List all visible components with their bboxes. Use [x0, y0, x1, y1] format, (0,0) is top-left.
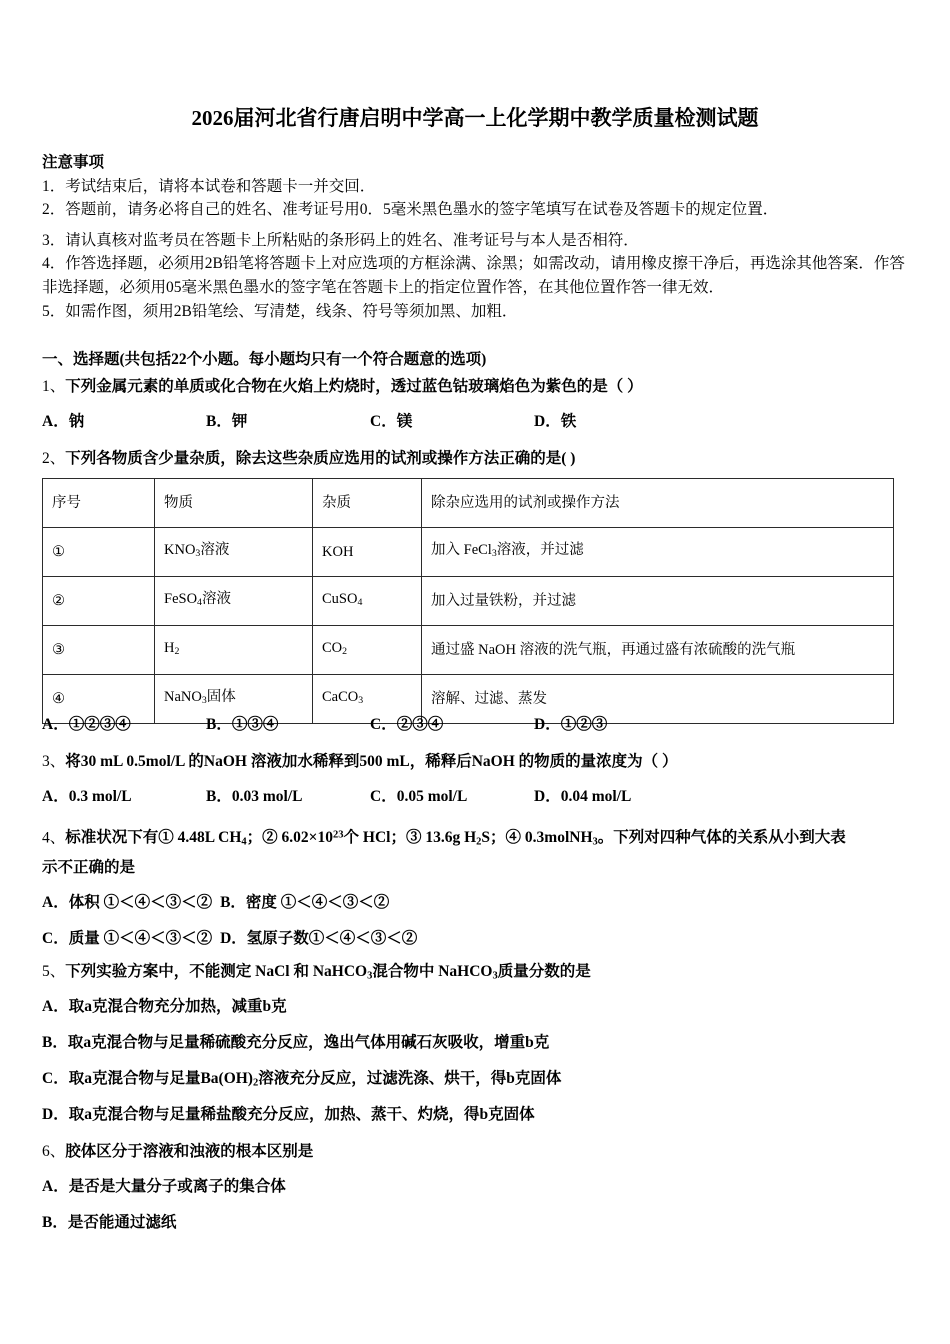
question-2-number: 2、: [42, 450, 66, 467]
question-5-option-c[interactable]: C．取a克混合物与足量$Ba(OH)_2$溶液充分反应，过滤洗涤、烘干，得b克固体: [42, 1070, 562, 1089]
question-1-stem: [42, 375, 922, 398]
question-4-stem: [42, 824, 922, 854]
question-3-option-d[interactable]: D．0.04 mol/L: [534, 788, 632, 805]
question-4-options-row-1: [42, 892, 922, 914]
question-3-stem: [42, 750, 922, 773]
cell-method: 溶解、过滤、蒸发: [422, 675, 894, 724]
cell-substance: $KNO_3$溶液: [155, 528, 313, 577]
cell-method: 加入过量铁粉，并过滤: [422, 577, 894, 626]
question-4-text-line1: 标准状况下有① 4.48L $CH_4$；② $6.02\times 10^{23}$个 HCl；③ 13.6g $H_2S$；④ 0.3molNH$_3$。下列对四种气体的关系从小到大表: [65, 829, 846, 848]
question-2-option-a[interactable]: A．①②③④: [42, 716, 131, 733]
cell-index: ①: [43, 528, 155, 577]
cell-method: 加入 FeCl$_3$溶液，并过滤: [422, 528, 894, 577]
cell-impurity: $CO_2$: [313, 626, 422, 675]
question-3-option-b[interactable]: B．0.03 mol/L: [206, 788, 303, 805]
question-4-option-b[interactable]: B．密度 ①＜④＜③＜②: [220, 894, 390, 911]
question-2-text: 下列各物质含少量杂质，除去这些杂质应选用的试剂或操作方法正确的是( ): [65, 450, 576, 467]
notice-item-4: 4．作答选择题，必须用2B铅笔将答题卡上对应选项的方框涂满、涂黑；如需改动，请用橡皮擦干净后，再选涂其他答案．作答非选择题，必须用05毫米黑色墨水的签字笔在答题卡上的指定位置作答，在其他位置作答一律无效．: [42, 255, 905, 296]
header-method: 除杂应选用的试剂或操作方法: [422, 479, 894, 528]
section-heading-choice: 一、选择题(共包括22个小题。每小题均只有一个符合题意的选项): [42, 351, 487, 368]
question-5-option-a[interactable]: A．取a克混合物充分加热，减重b克: [42, 998, 287, 1015]
table-row: [43, 626, 894, 675]
question-1-options: [42, 411, 922, 433]
question-3-text: 将30 mL 0.5mol/L 的NaOH 溶液加水稀释到500 mL，稀释后NaOH 的物质的量浓度为（ ）: [65, 753, 678, 770]
question-5-stem: [42, 960, 922, 987]
notice-item-5: 5．如需作图，须用2B铅笔绘、写清楚，线条、符号等须加黑、加粗．: [42, 303, 518, 320]
table-row: [43, 577, 894, 626]
table-header-row: [43, 479, 894, 528]
cell-substance: $H_2$: [155, 626, 313, 675]
page-title: 2026届河北省行唐启明中学高一上化学期中教学质量检测试题: [191, 106, 759, 130]
question-4-option-c[interactable]: C．质量 ①＜④＜③＜②: [42, 930, 213, 947]
question-6-text: 胶体区分于溶液和浊液的根本区别是: [65, 1143, 314, 1160]
header-impurity: 杂质: [313, 479, 422, 528]
cell-index: ④: [43, 675, 155, 724]
question-4-stem-continued: 示不正确的是: [42, 859, 136, 876]
table-body: [43, 479, 894, 724]
question-6-option-a[interactable]: A．是否是大量分子或离子的集合体: [42, 1178, 286, 1195]
question-2-option-d[interactable]: D．①②③: [534, 716, 608, 733]
question-6-stem: [42, 1140, 922, 1163]
header-index: 序号: [43, 479, 155, 528]
question-3-number: 3、: [42, 753, 66, 770]
question-4-option-d[interactable]: D．氢原子数①＜④＜③＜②: [220, 930, 418, 947]
header-substance: 物质: [155, 479, 313, 528]
question-3-option-c[interactable]: C．0.05 mol/L: [370, 788, 468, 805]
question-3-option-a[interactable]: A．0.3 mol/L: [42, 788, 132, 805]
question-6-number: 6、: [42, 1143, 66, 1160]
notice-heading: 注意事项: [42, 154, 105, 171]
question-3-options: [42, 786, 922, 808]
impurity-removal-table: [42, 478, 894, 724]
question-2-option-b[interactable]: B．①③④: [206, 716, 279, 733]
cell-impurity: CaCO$_3$: [313, 675, 422, 724]
question-2-option-c[interactable]: C．②③④: [370, 716, 444, 733]
question-1-option-c[interactable]: C．镁: [370, 413, 413, 430]
question-1-option-b[interactable]: B．钾: [206, 413, 248, 430]
cell-index: ③: [43, 626, 155, 675]
question-4-options-row-2: [42, 928, 922, 950]
table-row: [43, 528, 894, 577]
question-5-number: 5、: [42, 963, 66, 980]
notice-item-1: 1．考试结束后，请将本试卷和答题卡一并交回．: [42, 178, 376, 195]
question-5-option-b[interactable]: B．取a克混合物与足量稀硫酸充分反应，逸出气体用碱石灰吸收，增重b克: [42, 1034, 550, 1051]
cell-substance: FeSO$_4$溶液: [155, 577, 313, 626]
cell-impurity: KOH: [313, 528, 422, 577]
question-1-option-d[interactable]: D．铁: [534, 413, 577, 430]
cell-impurity: CuSO$_4$: [313, 577, 422, 626]
cell-substance: NaNO$_3$固体: [155, 675, 313, 724]
question-5-text: 下列实验方案中，不能测定 NaCl 和 NaHCO$_3$混合物中 NaHCO$_3$质量分数的是: [65, 963, 591, 982]
notice-item-3: 3．请认真核对监考员在答题卡上所粘贴的条形码上的姓名、准考证号与本人是否相符．: [42, 232, 639, 249]
question-6-option-b[interactable]: B．是否能通过滤纸: [42, 1214, 177, 1231]
cell-index: ②: [43, 577, 155, 626]
question-2-options: [42, 714, 922, 736]
question-1-option-a[interactable]: A．钠: [42, 413, 85, 430]
question-2-stem: [42, 447, 922, 470]
question-5-option-d[interactable]: D．取a克混合物与足量稀盐酸充分反应，加热、蒸干、灼烧，得b克固体: [42, 1106, 535, 1123]
cell-method: 通过盛 NaOH 溶液的洗气瓶，再通过盛有浓硫酸的洗气瓶: [422, 626, 894, 675]
notice-item-2: 2．答题前，请务必将自己的姓名、准考证号用0．5毫米黑色墨水的签字笔填写在试卷及答题卡的规定位置．: [42, 201, 779, 218]
question-1-text: 下列金属元素的单质或化合物在火焰上灼烧时，透过蓝色钴玻璃焰色为紫色的是（ ）: [65, 378, 643, 395]
question-1-number: 1、: [42, 378, 66, 395]
question-4-number: 4、: [42, 829, 66, 847]
question-4-option-a[interactable]: A．体积 ①＜④＜③＜②: [42, 894, 213, 911]
